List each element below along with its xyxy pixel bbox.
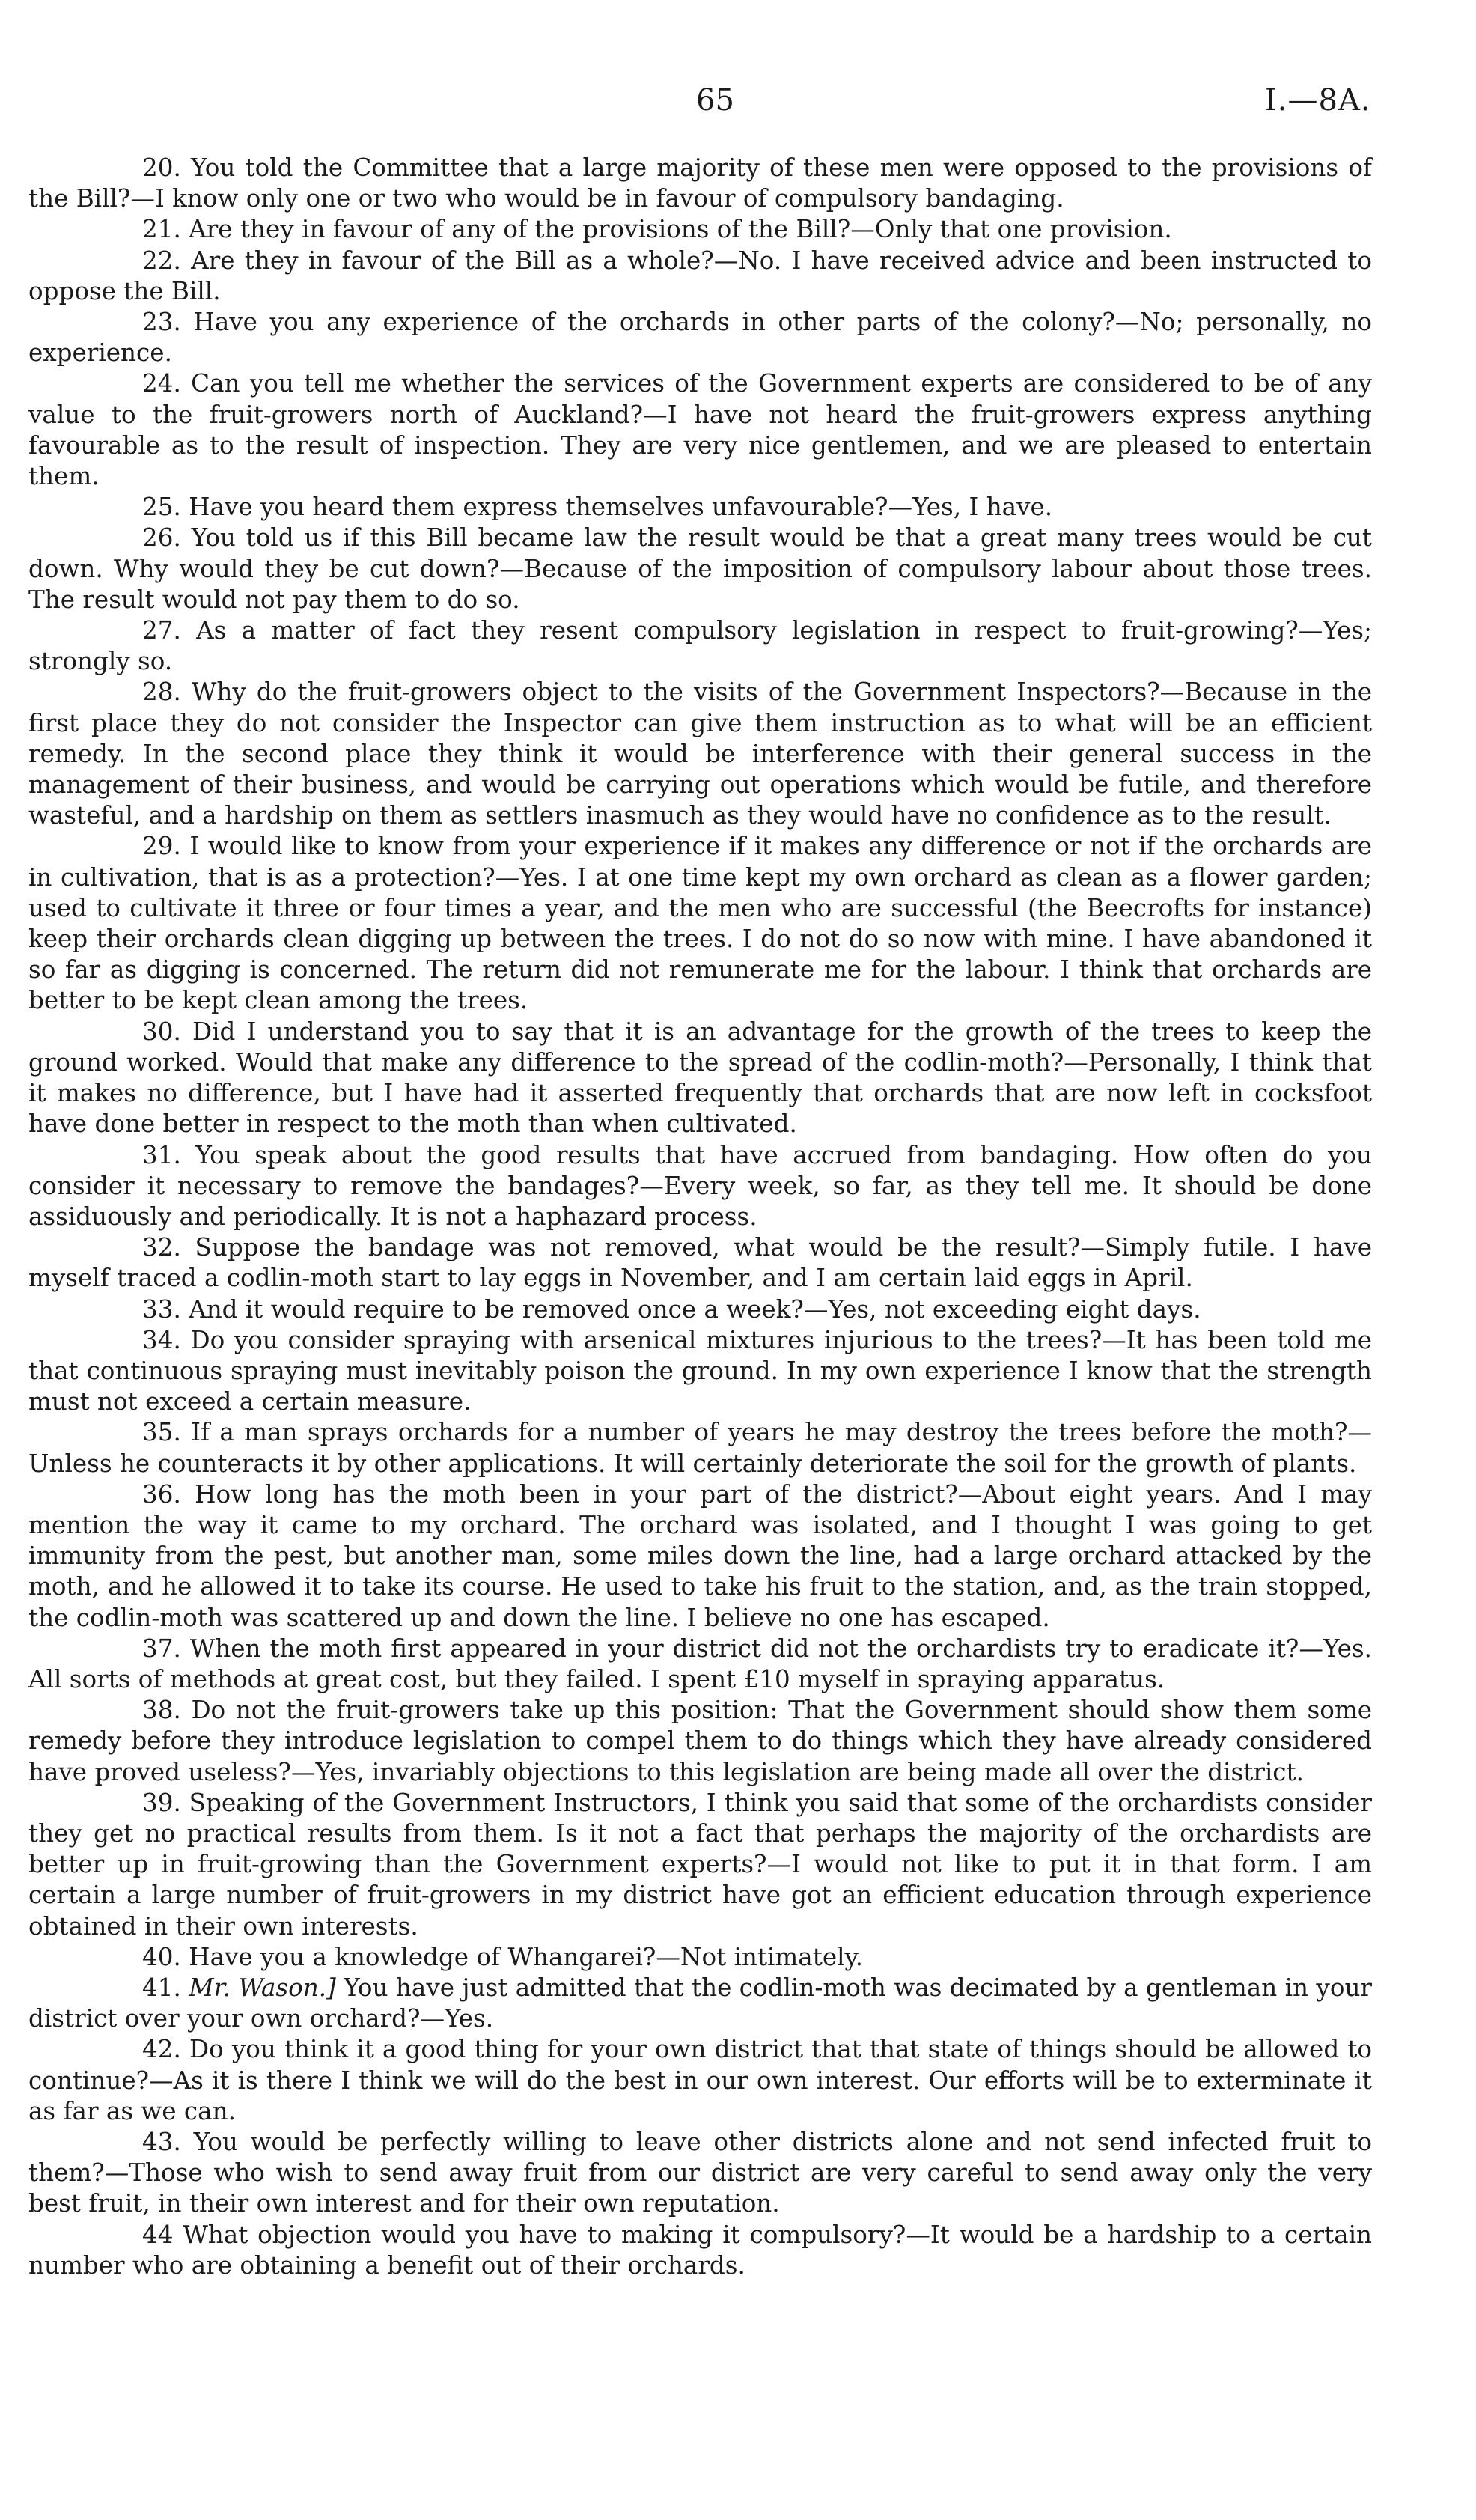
- question-answer-text: Can you tell me whether the services of the Government experts are considered to be of any value to the fruit-growers north of Auckland?—I have not heard the fruit-growers express anything favourable as to the result of inspection. They are very nice gentlemen, and we are pleased to entertain them.: [28, 369, 1373, 491]
- question-answer-paragraph: [28, 1294, 1372, 1325]
- question-answer-text: You told the Committee that a large majority of these men were opposed to the provisions of the Bill?—I know only one or two who would be in favour of compulsory bandaging.: [28, 153, 1372, 213]
- question-answer-paragraph: [28, 831, 1372, 1016]
- question-answer-paragraph: [28, 153, 1372, 214]
- question-number: 38.: [142, 1696, 181, 1725]
- question-number: 36.: [142, 1479, 181, 1509]
- question-answer-paragraph: [28, 1417, 1372, 1479]
- question-answer-paragraph: [28, 1140, 1372, 1233]
- question-answer-text: And it would require to be removed once a week?—Yes, not exceeding eight days.: [189, 1294, 1201, 1324]
- question-answer-text: Do you think it a good thing for your own district that that state of things should be allowed to continue?—As it is there I think we will do the best in our own interest. Our efforts will be to exterminate it as far as we can.: [28, 2035, 1373, 2125]
- question-answer-text: You speak about the good results that have accrued from bandaging. How often do you consider it necessary to remove the bandages?—Every week, so far, as they tell me. It should be done assiduously and periodically. It is not a haphazard process.: [28, 1140, 1373, 1231]
- speaker-name: Mr. Wason.]: [189, 1973, 336, 2002]
- question-answer-paragraph: [28, 1325, 1372, 1418]
- question-answer-text: You would be perfectly willing to leave other districts alone and not send infected fruit to them?—Those who wish to send away fruit from our district are very careful to send away only the very best fruit, in their own interest and for their own reputation.: [28, 2128, 1372, 2218]
- question-number: 40.: [142, 1942, 181, 1971]
- question-answer-paragraph: [28, 246, 1372, 307]
- question-answer-paragraph: [28, 523, 1372, 615]
- question-answer-paragraph: [28, 1973, 1372, 2034]
- question-number: 34.: [142, 1325, 181, 1354]
- page-header: [0, 78, 1476, 123]
- document-reference: I.—8A.: [1265, 83, 1371, 118]
- question-answer-paragraph: [28, 307, 1372, 368]
- question-number: 33.: [142, 1294, 181, 1324]
- question-number: 25.: [142, 493, 181, 522]
- question-number: 44: [142, 2220, 174, 2249]
- question-number: 32.: [142, 1233, 181, 1262]
- question-answer-text: Do not the fruit-growers take up this position: That the Government should show them some remedy before they introduce legislation to compel them to do things which they have already considered have proved useless?—Yes, invariably objections to this legislation are being made all over the district.: [28, 1696, 1372, 1786]
- question-answer-paragraph: [28, 1232, 1372, 1294]
- question-answer-text: Have you a knowledge of Whangarei?—Not intimately.: [189, 1942, 863, 1971]
- question-answer-text: Why do the fruit-growers object to the visits of the Government Inspectors?—Because in the first place they do not consider the Inspector can give them instruction as to what will be an efficient remedy. In the second place they think it would be interference with their general success in the management of their business, and would be carrying out operations which would be futile, and therefore wasteful, and a hardship on them as settlers inasmuch as they would have no confidence as to the result.: [28, 678, 1372, 830]
- question-answer-paragraph: [28, 1479, 1372, 1634]
- question-number: 27.: [142, 616, 181, 645]
- question-answer-text: What objection would you have to making it compulsory?—It would be a hardship to a certain number who are obtaining a benefit out of their orchards.: [28, 2220, 1372, 2280]
- question-number: 35.: [142, 1418, 181, 1447]
- question-answer-paragraph: [28, 368, 1372, 492]
- question-answer-paragraph: [28, 2034, 1372, 2127]
- question-number: 31.: [142, 1140, 181, 1169]
- question-number: 30.: [142, 1017, 181, 1046]
- question-answer-text: Are they in favour of any of the provisions of the Bill?—Only that one provision.: [189, 215, 1172, 244]
- question-answer-text: You told us if this Bill became law the result would be that a great many trees would be cut down. Why would they be cut down?—Because of the imposition of compulsory labour about those trees. The result would not pay them to do so.: [28, 523, 1373, 614]
- question-number: 24.: [142, 369, 181, 398]
- question-answer-paragraph: [28, 1017, 1372, 1140]
- question-answer-text: Have you heard them express themselves unfavourable?—Yes, I have.: [189, 493, 1053, 522]
- question-number: 22.: [142, 246, 181, 275]
- question-answer-text: Suppose the bandage was not removed, what would be the result?—Simply futile. I have myself traced a codlin-moth start to lay eggs in November, and I am certain laid eggs in April.: [28, 1233, 1372, 1293]
- question-answer-paragraph: [28, 2127, 1372, 2220]
- question-answer-text: Are they in favour of the Bill as a whole?—No. I have received advice and been instructed to oppose the Bill.: [28, 246, 1372, 305]
- question-number: 21.: [142, 215, 181, 244]
- question-answer-text: Have you any experience of the orchards in other parts of the colony?—No; personally, no experience.: [28, 308, 1372, 368]
- question-number: 20.: [142, 153, 181, 182]
- question-answer-text: You have just admitted that the codlin-moth was decimated by a gentleman in your district over your own orchard?—Yes.: [28, 1973, 1373, 2033]
- question-answer-paragraph: [28, 615, 1372, 677]
- page-number: 65: [696, 83, 734, 118]
- question-answer-paragraph: [28, 2220, 1372, 2281]
- question-answer-text: I would like to know from your experience if it makes any difference or not if the orchards are in cultivation, that is as a protection?—Yes. I at one time kept my own orchard as clean as a flower garden; used to cultivate it three or four times a year, and the men who are successful (the Beecrofts for instance) keep their orchards clean digging up between the trees. I do not do so now with mine. I have abandoned it so far as digging is concerned. The return did not remunerate me for the labour. I think that orchards are better to be kept clean among the trees.: [28, 832, 1372, 1015]
- question-answer-text: Speaking of the Government Instructors, I think you said that some of the orchardists consider they get no practical results from them. Is it not a fact that perhaps the majority of the orchardists are better up in fruit-growing than the Government experts?—I would not like to put it in that form. I am certain a large number of fruit-growers in my district have got an efficient education through experience obtained in their own interests.: [28, 1788, 1372, 1941]
- question-answer-text: Did I understand you to say that it is an advantage for the growth of the trees to keep the ground worked. Would that make any difference to the spread of the codlin-moth?—Personally, I think that it makes no difference, but I have had it asserted frequently that orchards that are now left in cocksfoot have done better in respect to the moth than when cultivated.: [28, 1017, 1373, 1139]
- question-number: 29.: [142, 832, 181, 861]
- question-answer-paragraph: [28, 1942, 1372, 1973]
- question-number: 23.: [142, 308, 181, 337]
- question-answer-paragraph: [28, 1788, 1372, 1942]
- question-number: 43.: [142, 2128, 181, 2156]
- question-answer-paragraph: [28, 214, 1372, 245]
- question-answer-text: Do you consider spraying with arsenical mixtures injurious to the trees?—It has been told me that continuous spraying must inevitably poison the ground. In my own experience I know that the strength must not exceed a certain measure.: [28, 1325, 1372, 1416]
- question-answer-text: As a matter of fact they resent compulsory legislation in respect to fruit-growing?—Yes; strongly so.: [28, 616, 1373, 676]
- question-answer-text: How long has the moth been in your part of the district?—About eight years. And I may mention the way it came to my orchard. The orchard was isolated, and I thought I was going to get immunity from the pest, but another man, some miles down the line, had a large orchard attacked by the moth, and he allowed it to take its course. He used to take his fruit to the station, and, as the train stopped, the codlin-moth was scattered up and down the line. I believe no one has escaped.: [28, 1479, 1372, 1632]
- question-answer-paragraph: [28, 677, 1372, 831]
- question-answer-text: When the moth first appeared in your district did not the orchardists try to eradicate it?—Yes. All sorts of methods at great cost, but they failed. I spent £10 myself in spraying apparatus.: [28, 1634, 1372, 1693]
- question-number: 28.: [142, 678, 181, 707]
- question-answer-paragraph: [28, 492, 1372, 523]
- question-answer-text: If a man sprays orchards for a number of years he may destroy the trees before the moth?—Unless he counteracts it by other applications. It will certainly deteriorate the soil for the growth of plants.: [28, 1418, 1372, 1478]
- question-answer-paragraph: [28, 1695, 1372, 1788]
- question-number: 37.: [142, 1634, 181, 1663]
- question-answer-paragraph: [28, 1634, 1372, 1695]
- question-number: 26.: [142, 523, 181, 553]
- question-number: 41.: [142, 1973, 181, 2002]
- question-number: 42.: [142, 2035, 181, 2064]
- evidence-transcript: [28, 153, 1372, 2281]
- question-number: 39.: [142, 1788, 181, 1817]
